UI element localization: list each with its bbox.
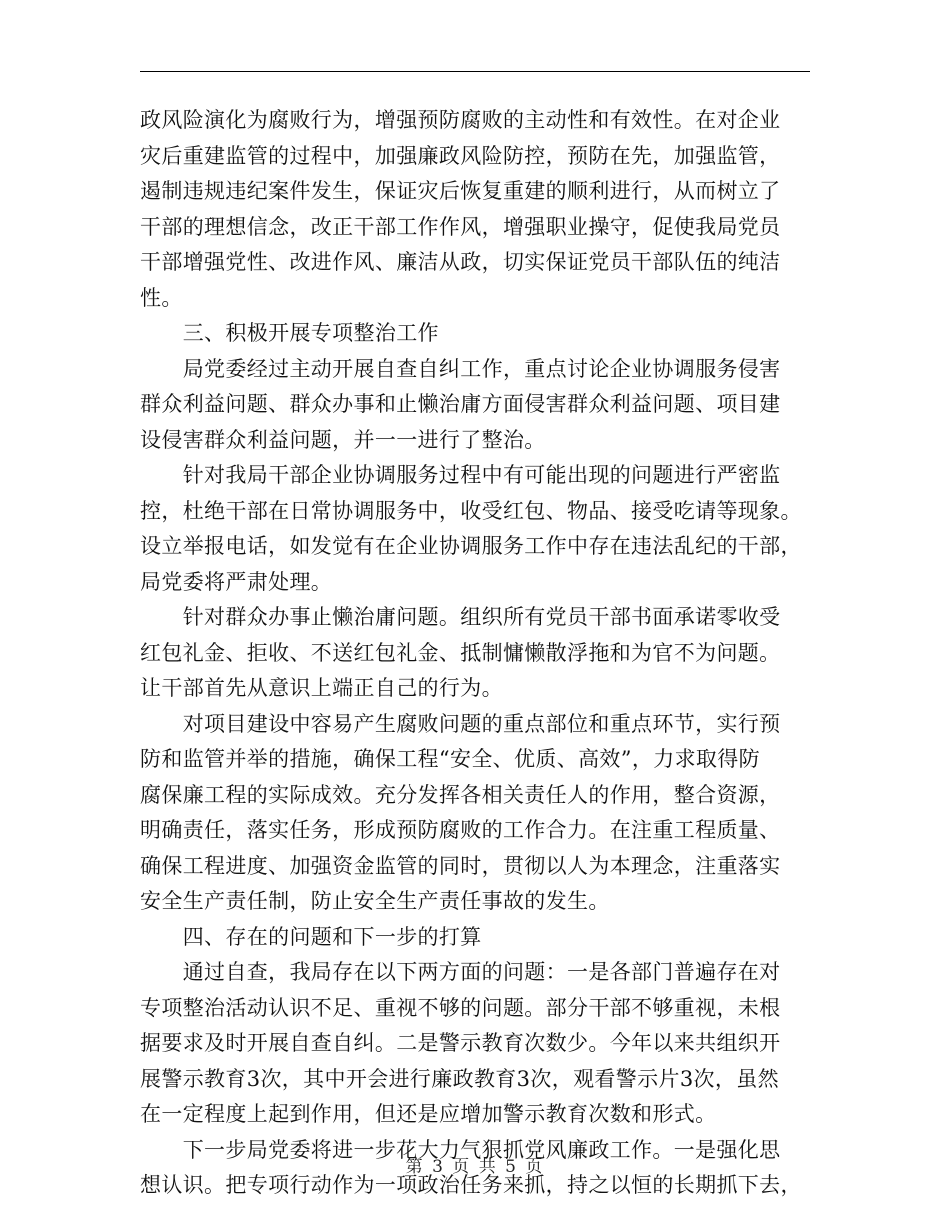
text-line: 防和监管并举的措施，确保工程“安全、优质、高效”，力求取得防 <box>140 747 760 771</box>
text-line: 政风险演化为腐败行为，增强预防腐败的主动性和有效性。在对企业 <box>140 108 781 132</box>
text-line: 专项整治活动认识不足、重视不够的问题。部分干部不够重视，未根 <box>140 995 781 1020</box>
text-line: 想认识。把专项行动作为一项政治任务来抓，持之以恒的长期抓下去， <box>140 1173 802 1197</box>
text-line: 针对我局干部企业协调服务过程中有可能出现的问题进行严密监 <box>140 463 781 487</box>
text-line: 让干部首先从意识上端正自己的行为。 <box>140 676 503 700</box>
section-heading: 四、存在的问题和下一步的打算 <box>140 924 482 949</box>
text-line: 设立举报电话，如发觉有在企业协调服务工作中存在违法乱纪的干部， <box>140 534 802 558</box>
text-line: 干部的理想信念，改正干部工作作风，增强职业操守，促使我局党员 <box>140 214 781 239</box>
header-rule <box>140 71 810 72</box>
text-line: 对项目建设中容易产生腐败问题的重点部位和重点环节，实行预 <box>140 711 781 736</box>
document-body <box>140 103 820 1204</box>
text-line: 红包礼金、拒收、不送红包礼金、抵制慵懒散浮拖和为官不为问题。 <box>140 640 781 665</box>
text-line: 下一步局党委将进一步花大力气狠抓党风廉政工作。一是强化思 <box>140 1137 781 1162</box>
text-line: 局党委将严肃处理。 <box>140 569 333 594</box>
text-line: 展警示教育3次，其中开会进行廉政教育3次，观看警示片3次，虽然 <box>140 1066 779 1091</box>
text-line: 腐保廉工程的实际成效。充分发挥各相关责任人的作用，整合资源， <box>140 782 781 807</box>
text-line: 安全生产责任制，防止安全生产责任事故的发生。 <box>140 889 610 913</box>
text-line: 性。 <box>140 285 183 310</box>
text-line: 针对群众办事止懒治庸问题。组织所有党员干部书面承诺零收受 <box>140 605 781 629</box>
text-line: 明确责任，落实任务，形成预防腐败的工作合力。在注重工程质量、 <box>140 818 781 842</box>
text-line: 通过自查，我局存在以下两方面的问题：一是各部门普遍存在对 <box>140 960 781 984</box>
text-line: 群众利益问题、群众办事和止懒治庸方面侵害群众利益问题、项目建 <box>140 392 781 416</box>
text-line: 在一定程度上起到作用，但还是应增加警示教育次数和形式。 <box>140 1102 717 1126</box>
text-line: 灾后重建监管的过程中，加强廉政风险防控，预防在先，加强监管， <box>140 143 781 168</box>
text-line: 遏制违规违纪案件发生，保证灾后恢复重建的顺利进行，从而树立了 <box>140 179 781 203</box>
page-footer: 第 3 页 共 5 页 <box>405 1157 545 1177</box>
text-line: 确保工程进度、加强资金监管的同时，贯彻以人为本理念，注重落实 <box>140 853 781 878</box>
text-line: 设侵害群众利益问题，并一一进行了整治。 <box>140 427 546 452</box>
text-line: 控，杜绝干部在日常协调服务中，收受红包、物品、接受吃请等现象。 <box>140 498 802 523</box>
section-heading: 三、积极开展专项整治工作 <box>140 321 439 345</box>
text-line: 干部增强党性、改进作风、廉洁从政，切实保证党员干部队伍的纯洁 <box>140 250 781 274</box>
text-line: 局党委经过主动开展自查自纠工作，重点讨论企业协调服务侵害 <box>140 356 781 381</box>
text-line: 据要求及时开展自查自纠。二是警示教育次数少。今年以来共组织开 <box>140 1031 781 1055</box>
